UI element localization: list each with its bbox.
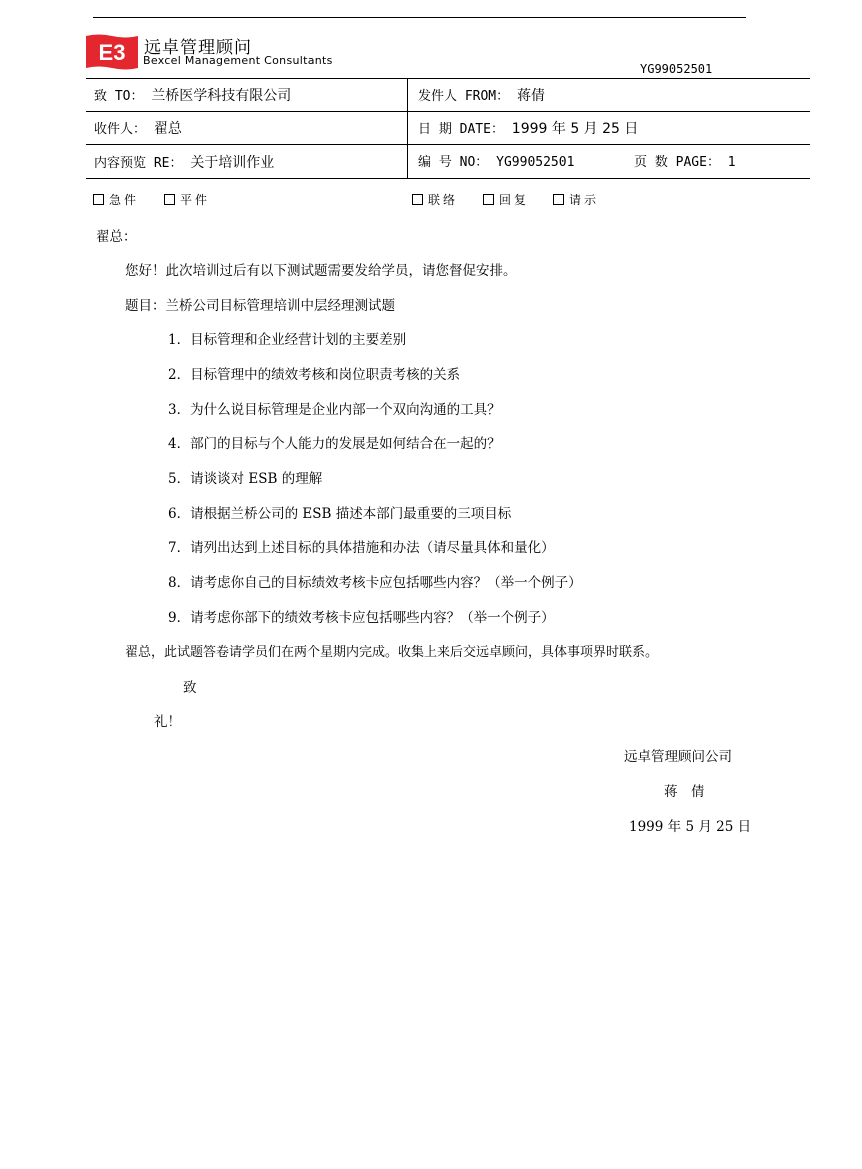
question-item: 3．为什么说目标管理是企业内部一个双向沟通的工具？ — [168, 402, 501, 418]
checkbox-contact[interactable] — [412, 191, 458, 208]
date-label: 日 期 DATE： — [418, 122, 504, 137]
checkbox-label: 请示 — [569, 193, 600, 207]
table-divider — [407, 78, 408, 178]
page-value: 1 — [727, 155, 736, 170]
checkbox-box — [93, 194, 104, 205]
question-item: 2．目标管理中的绩效考核和岗位职责考核的关系 — [168, 367, 461, 383]
regards-line-1: 致 — [183, 680, 197, 696]
recipient-label: 收件人： — [94, 122, 147, 137]
to-value: 兰桥医学科技有限公司 — [151, 88, 292, 104]
to-field — [94, 88, 291, 105]
page-field — [634, 155, 736, 171]
signature-company: 远卓管理顾问公司 — [624, 749, 732, 765]
logo-english-name: Bexcel Management Consultants — [143, 54, 333, 67]
no-value: YG99052501 — [496, 155, 575, 170]
date-value: 1999 年 5 月 25 日 — [511, 121, 639, 137]
question-item: 6．请根据兰桥公司的 ESB 描述本部门最重要的三项目标 — [168, 506, 512, 522]
table-rule-1 — [86, 78, 810, 79]
top-rule — [93, 17, 746, 18]
checkbox-box — [412, 194, 423, 205]
page-label: 页 数 PAGE： — [634, 155, 720, 170]
recipient-value: 翟总 — [153, 121, 182, 137]
question-item: 4．部门的目标与个人能力的发展是如何结合在一起的？ — [168, 436, 501, 452]
to-label: 致 TO： — [94, 89, 144, 104]
doc-code: YG99052501 — [640, 62, 713, 76]
question-item: 5．请谈谈对 ESB 的理解 — [168, 471, 323, 487]
re-field — [94, 155, 274, 172]
table-rule-2 — [86, 111, 810, 112]
no-field — [418, 155, 574, 171]
checkbox-normal[interactable] — [164, 191, 210, 208]
signature-name: 蒋 倩 — [664, 784, 705, 800]
checkbox-label: 联络 — [428, 193, 459, 207]
date-field — [418, 121, 638, 138]
bexcel-logo-mark — [86, 33, 138, 71]
svg-text:E3: E3 — [98, 40, 126, 65]
checkbox-box — [553, 194, 564, 205]
table-rule-3 — [86, 144, 810, 145]
closing-paragraph: 翟总，此试题答卷请学员们在两个星期内完成。收集上来后交远卓顾问，具体事项界时联系。 — [125, 645, 659, 660]
no-label: 编 号 NO： — [418, 155, 489, 170]
table-rule-4 — [86, 178, 810, 179]
question-item: 7．请列出达到上述目标的具体措施和办法（请尽量具体和量化） — [168, 540, 555, 556]
checkbox-box — [164, 194, 175, 205]
signature-date: 1999 年 5 月 25 日 — [629, 819, 752, 835]
salutation: 翟总： — [96, 229, 137, 245]
checkbox-label: 急件 — [109, 193, 140, 207]
question-item: 9．请考虑你部下的绩效考核卡应包括哪些内容？（举一个例子） — [168, 610, 555, 626]
checkbox-reply[interactable] — [483, 191, 529, 208]
logo-chinese-name: 远卓管理顾问 — [144, 38, 252, 58]
regards-line-2: 礼！ — [154, 714, 181, 730]
checkbox-request[interactable] — [553, 191, 599, 208]
question-item: 8．请考虑你自己的目标绩效考核卡应包括哪些内容？（举一个例子） — [168, 575, 582, 591]
from-label: 发件人 FROM： — [418, 89, 510, 104]
checkbox-urgent[interactable] — [93, 191, 139, 208]
from-field — [418, 88, 545, 105]
recipient-field — [94, 121, 182, 138]
re-label: 内容预览 RE： — [94, 156, 183, 171]
from-value: 蒋倩 — [516, 88, 545, 104]
subject: 题目：兰桥公司目标管理培训中层经理测试题 — [125, 298, 395, 314]
checkbox-label: 平件 — [180, 193, 211, 207]
checkbox-box — [483, 194, 494, 205]
re-value: 关于培训作业 — [190, 155, 275, 171]
checkbox-label: 回复 — [499, 193, 530, 207]
question-item: 1．目标管理和企业经营计划的主要差别 — [168, 332, 407, 348]
greeting: 您好！此次培训过后有以下测试题需要发给学员，请您督促安排。 — [125, 263, 517, 279]
